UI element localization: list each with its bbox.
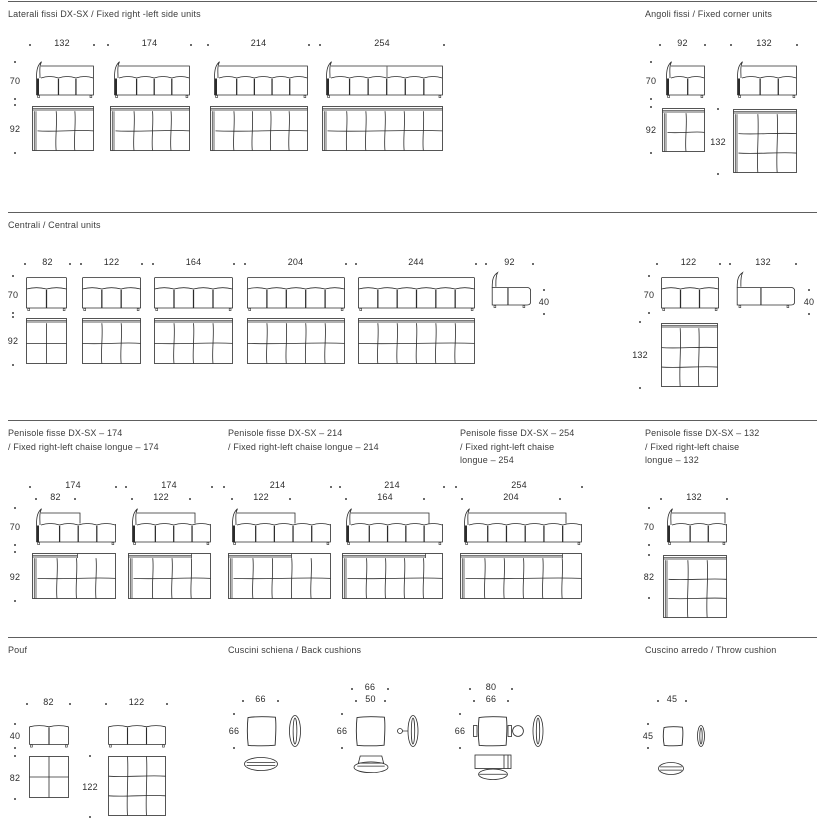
central-front-drawing xyxy=(247,277,345,314)
dimension-dot xyxy=(12,316,14,318)
dimension-dot xyxy=(14,723,16,725)
dimension-dot xyxy=(648,554,650,556)
dimension-value: 92 xyxy=(645,125,657,135)
width-dimension xyxy=(346,494,424,504)
dimension-dot xyxy=(808,313,810,315)
plan-view-drawing xyxy=(110,106,190,151)
dimension-value: 82 xyxy=(9,772,21,783)
chaise-front-drawing xyxy=(228,508,332,548)
height-dimension xyxy=(7,552,23,601)
dimension-value: 122 xyxy=(82,781,98,792)
dimension-dot xyxy=(639,387,641,389)
section-title-centrali: Centrali / Central units xyxy=(8,220,101,230)
dimension-dot xyxy=(648,312,650,314)
sofa-front-drawing xyxy=(322,61,444,101)
pouf-front-drawing xyxy=(29,723,69,748)
width-dimension xyxy=(462,494,560,504)
width-dimension xyxy=(30,482,116,492)
plan-view-drawing xyxy=(108,756,166,816)
central-front-drawing xyxy=(154,277,233,314)
dimension-value: 40 xyxy=(803,297,815,307)
height-dimension xyxy=(632,322,648,388)
cushion-bottom-drawing xyxy=(353,755,389,773)
dimension-value: 122 xyxy=(253,492,269,502)
width-dimension xyxy=(340,482,444,492)
dimension-dot xyxy=(14,507,16,509)
width-dimension xyxy=(470,684,512,694)
dimension-value: 122 xyxy=(680,257,697,267)
sofa-front-drawing xyxy=(733,61,798,101)
dimension-dot xyxy=(717,173,719,175)
width-dimension xyxy=(243,696,278,706)
chaise-front-drawing xyxy=(663,508,728,548)
dimension-dot xyxy=(14,600,16,602)
height-dimension xyxy=(7,508,23,545)
dimension-value: 132 xyxy=(686,492,702,502)
height-dimension xyxy=(710,109,726,174)
height-dimension xyxy=(334,714,350,748)
width-dimension xyxy=(30,40,94,50)
dimension-value: 70 xyxy=(643,521,655,532)
width-dimension xyxy=(224,482,331,492)
dimension-value: 45 xyxy=(666,694,678,704)
dimension-dot xyxy=(14,747,16,749)
width-dimension xyxy=(661,494,727,504)
plan-view-drawing xyxy=(663,555,727,618)
width-dimension xyxy=(245,259,346,269)
dimension-dot xyxy=(14,98,16,100)
cushion-front-drawing xyxy=(473,715,512,747)
cushion-bottom-drawing xyxy=(474,754,512,780)
sofa-front-drawing xyxy=(662,61,706,101)
dimension-dot xyxy=(341,747,343,749)
dimension-value: 132 xyxy=(755,257,771,267)
dimension-value: 82 xyxy=(42,257,53,267)
height-dimension xyxy=(641,508,657,545)
cushion-front-drawing xyxy=(246,715,277,747)
dimension-value: 92 xyxy=(9,124,21,134)
dimension-dot xyxy=(650,152,652,154)
height-dimension xyxy=(640,724,656,748)
dimension-dot xyxy=(341,713,343,715)
section-divider-line xyxy=(8,420,817,421)
width-dimension xyxy=(36,494,75,504)
dimension-value: 132 xyxy=(632,350,648,360)
width-dimension xyxy=(232,494,290,504)
dimension-dot xyxy=(14,61,16,63)
height-dimension xyxy=(7,756,23,799)
central-front-drawing xyxy=(358,277,475,314)
section-title-cuscini: Cuscini schiena / Back cushions xyxy=(228,645,362,655)
chaise-front-drawing xyxy=(128,508,212,548)
dimension-dot xyxy=(14,544,16,546)
dimension-value: 122 xyxy=(128,697,145,707)
dimension-value: 82 xyxy=(43,697,54,707)
dimension-value: 164 xyxy=(185,257,202,267)
dimension-dot xyxy=(648,275,650,277)
dimension-value: 244 xyxy=(408,257,424,267)
width-dimension xyxy=(658,696,686,706)
dimension-dot xyxy=(89,816,91,818)
dimension-dot xyxy=(650,98,652,100)
dimension-value: 174 xyxy=(65,480,81,490)
plan-view-drawing xyxy=(322,106,443,151)
width-dimension xyxy=(106,699,167,709)
dimension-value: 66 xyxy=(228,726,240,736)
dimension-value: 82 xyxy=(50,492,61,502)
section-divider-line xyxy=(8,637,817,638)
plan-view-drawing xyxy=(342,553,443,599)
width-dimension xyxy=(731,40,797,50)
width-dimension xyxy=(730,259,796,269)
section-title-penisole-254: Penisole fisse DX-SX – 254 / Fixed right-left chaise longue – 254 xyxy=(460,428,575,465)
plan-view-drawing xyxy=(460,553,582,599)
plan-view-drawing xyxy=(29,756,69,798)
section-title-laterali: Laterali fissi DX-SX / Fixed right -left side units xyxy=(8,9,201,19)
width-dimension xyxy=(660,40,705,50)
section-title-angoli: Angoli fissi / Fixed corner units xyxy=(645,9,772,19)
central-front-drawing xyxy=(661,277,719,314)
dimension-dot xyxy=(14,798,16,800)
cushion-side-drawing xyxy=(397,715,418,747)
dimension-dot xyxy=(639,321,641,323)
dimension-value: 254 xyxy=(374,38,390,48)
dimension-value: 214 xyxy=(250,38,267,48)
height-dimension xyxy=(643,107,659,153)
width-dimension xyxy=(356,259,476,269)
cushion-front-drawing xyxy=(355,715,386,747)
dimension-value: 66 xyxy=(364,682,376,692)
height-dimension xyxy=(801,290,817,314)
central-front-drawing xyxy=(82,277,141,314)
width-dimension xyxy=(126,482,212,492)
side-view-drawing xyxy=(488,272,532,312)
dimension-value: 132 xyxy=(710,136,726,147)
dimension-value: 80 xyxy=(485,682,497,692)
dimension-value: 50 xyxy=(365,694,376,704)
height-dimension xyxy=(536,290,552,314)
width-dimension xyxy=(474,696,508,706)
dimension-dot xyxy=(12,275,14,277)
width-dimension xyxy=(208,40,309,50)
width-dimension xyxy=(27,699,70,709)
dimension-value: 70 xyxy=(645,75,657,86)
plan-view-drawing xyxy=(32,106,94,151)
dimension-value: 70 xyxy=(9,521,21,532)
dimension-value: 92 xyxy=(677,38,688,48)
dimension-value: 122 xyxy=(103,257,120,267)
pouf-front-drawing xyxy=(108,723,166,748)
dimension-value: 40 xyxy=(9,731,21,741)
dimension-dot xyxy=(89,755,91,757)
dimension-value: 45 xyxy=(642,731,654,741)
dimension-value: 204 xyxy=(287,257,304,267)
height-dimension xyxy=(82,756,98,817)
dimension-value: 174 xyxy=(141,38,158,48)
dimension-value: 70 xyxy=(643,289,655,300)
dimension-dot xyxy=(648,597,650,599)
dimension-dot xyxy=(717,108,719,110)
dimension-dot xyxy=(12,364,14,366)
chaise-front-drawing xyxy=(32,508,117,548)
dimension-dot xyxy=(650,61,652,63)
dimension-dot xyxy=(648,544,650,546)
dimension-value: 254 xyxy=(511,480,527,490)
side-view-drawing xyxy=(733,272,796,312)
cushion-side-drawing xyxy=(289,715,301,747)
height-dimension xyxy=(643,62,659,99)
height-dimension xyxy=(641,555,657,598)
section-divider-line xyxy=(8,212,817,213)
dimension-value: 92 xyxy=(7,336,19,346)
dimension-value: 70 xyxy=(7,289,19,300)
plan-view-drawing xyxy=(128,553,211,599)
width-dimension xyxy=(108,40,191,50)
plan-view-drawing xyxy=(32,553,116,599)
section-title-pouf: Pouf xyxy=(8,645,28,655)
sofa-front-drawing xyxy=(210,61,309,101)
plan-view-drawing xyxy=(358,318,475,364)
dimension-value: 214 xyxy=(269,480,286,490)
height-dimension xyxy=(641,276,657,313)
section-title-penisole-214: Penisole fisse DX-SX – 214 / Fixed right-left chaise longue – 214 xyxy=(228,428,379,452)
cushion-bottom-drawing xyxy=(658,762,684,775)
chaise-front-drawing xyxy=(342,508,444,548)
dimension-dot xyxy=(648,507,650,509)
dimension-value: 204 xyxy=(503,492,519,502)
dimension-dot xyxy=(459,713,461,715)
section-divider-line xyxy=(8,1,817,2)
dimension-value: 164 xyxy=(377,492,393,502)
dimension-dot xyxy=(543,289,545,291)
cushion-front-drawing xyxy=(662,725,684,747)
section-title-penisole-174: Penisole fisse DX-SX – 174 / Fixed right-left chaise longue – 174 xyxy=(8,428,159,452)
dimension-value: 132 xyxy=(54,38,70,48)
dimension-value: 66 xyxy=(255,694,266,704)
dimension-value: 122 xyxy=(153,492,169,502)
section-title-arredo: Cuscino arredo / Throw cushion xyxy=(645,645,777,655)
plan-view-drawing xyxy=(661,323,718,387)
plan-view-drawing xyxy=(733,109,797,173)
width-dimension xyxy=(320,40,444,50)
dimension-dot xyxy=(543,313,545,315)
plan-view-drawing xyxy=(210,106,308,151)
dimension-value: 82 xyxy=(643,571,655,582)
dimension-value: 66 xyxy=(485,694,497,704)
cushion-side-drawing xyxy=(697,725,705,747)
plan-view-drawing xyxy=(82,318,141,364)
plan-view-drawing xyxy=(154,318,233,364)
dimension-dot xyxy=(647,747,649,749)
width-dimension xyxy=(132,494,190,504)
dimension-dot xyxy=(808,289,810,291)
width-dimension xyxy=(356,696,385,706)
sofa-front-drawing xyxy=(32,61,95,101)
dimension-value: 214 xyxy=(384,480,400,490)
dimension-value: 92 xyxy=(504,257,515,267)
dimension-dot xyxy=(647,723,649,725)
height-dimension xyxy=(226,714,242,748)
dimension-value: 66 xyxy=(336,726,348,736)
height-dimension xyxy=(7,62,23,99)
dimension-value: 70 xyxy=(9,75,21,86)
width-dimension xyxy=(352,684,388,694)
width-dimension xyxy=(486,259,533,269)
dimension-value: 132 xyxy=(756,38,772,48)
plan-view-drawing xyxy=(26,318,67,364)
chaise-front-drawing xyxy=(460,508,583,548)
dimension-dot xyxy=(14,551,16,553)
cushion-bottom-drawing xyxy=(244,757,278,771)
height-dimension xyxy=(7,724,23,748)
dimension-dot xyxy=(459,747,461,749)
height-dimension xyxy=(7,105,23,153)
dimension-dot xyxy=(12,312,14,314)
dimension-dot xyxy=(233,747,235,749)
dimension-value: 92 xyxy=(9,571,21,582)
plan-view-drawing xyxy=(228,553,331,599)
width-dimension xyxy=(81,259,142,269)
central-front-drawing xyxy=(26,277,67,314)
width-dimension xyxy=(153,259,234,269)
plan-view-drawing xyxy=(662,108,705,152)
width-dimension xyxy=(456,482,582,492)
section-title-penisole-132: Penisole fisse DX-SX – 132 / Fixed right-left chaise longue – 132 xyxy=(645,428,760,465)
dimension-value: 66 xyxy=(454,726,466,736)
dimension-dot xyxy=(14,152,16,154)
sofa-front-drawing xyxy=(110,61,191,101)
height-dimension xyxy=(452,714,468,748)
height-dimension xyxy=(5,317,21,365)
height-dimension xyxy=(5,276,21,313)
dimension-value: 174 xyxy=(161,480,177,490)
dimension-dot xyxy=(233,713,235,715)
width-dimension xyxy=(657,259,720,269)
width-dimension xyxy=(25,259,70,269)
cushion-side-drawing xyxy=(512,715,543,747)
dimension-dot xyxy=(14,755,16,757)
dimension-dot xyxy=(14,104,16,106)
dimension-value: 40 xyxy=(538,297,550,307)
dimension-dot xyxy=(650,106,652,108)
plan-view-drawing xyxy=(247,318,345,364)
